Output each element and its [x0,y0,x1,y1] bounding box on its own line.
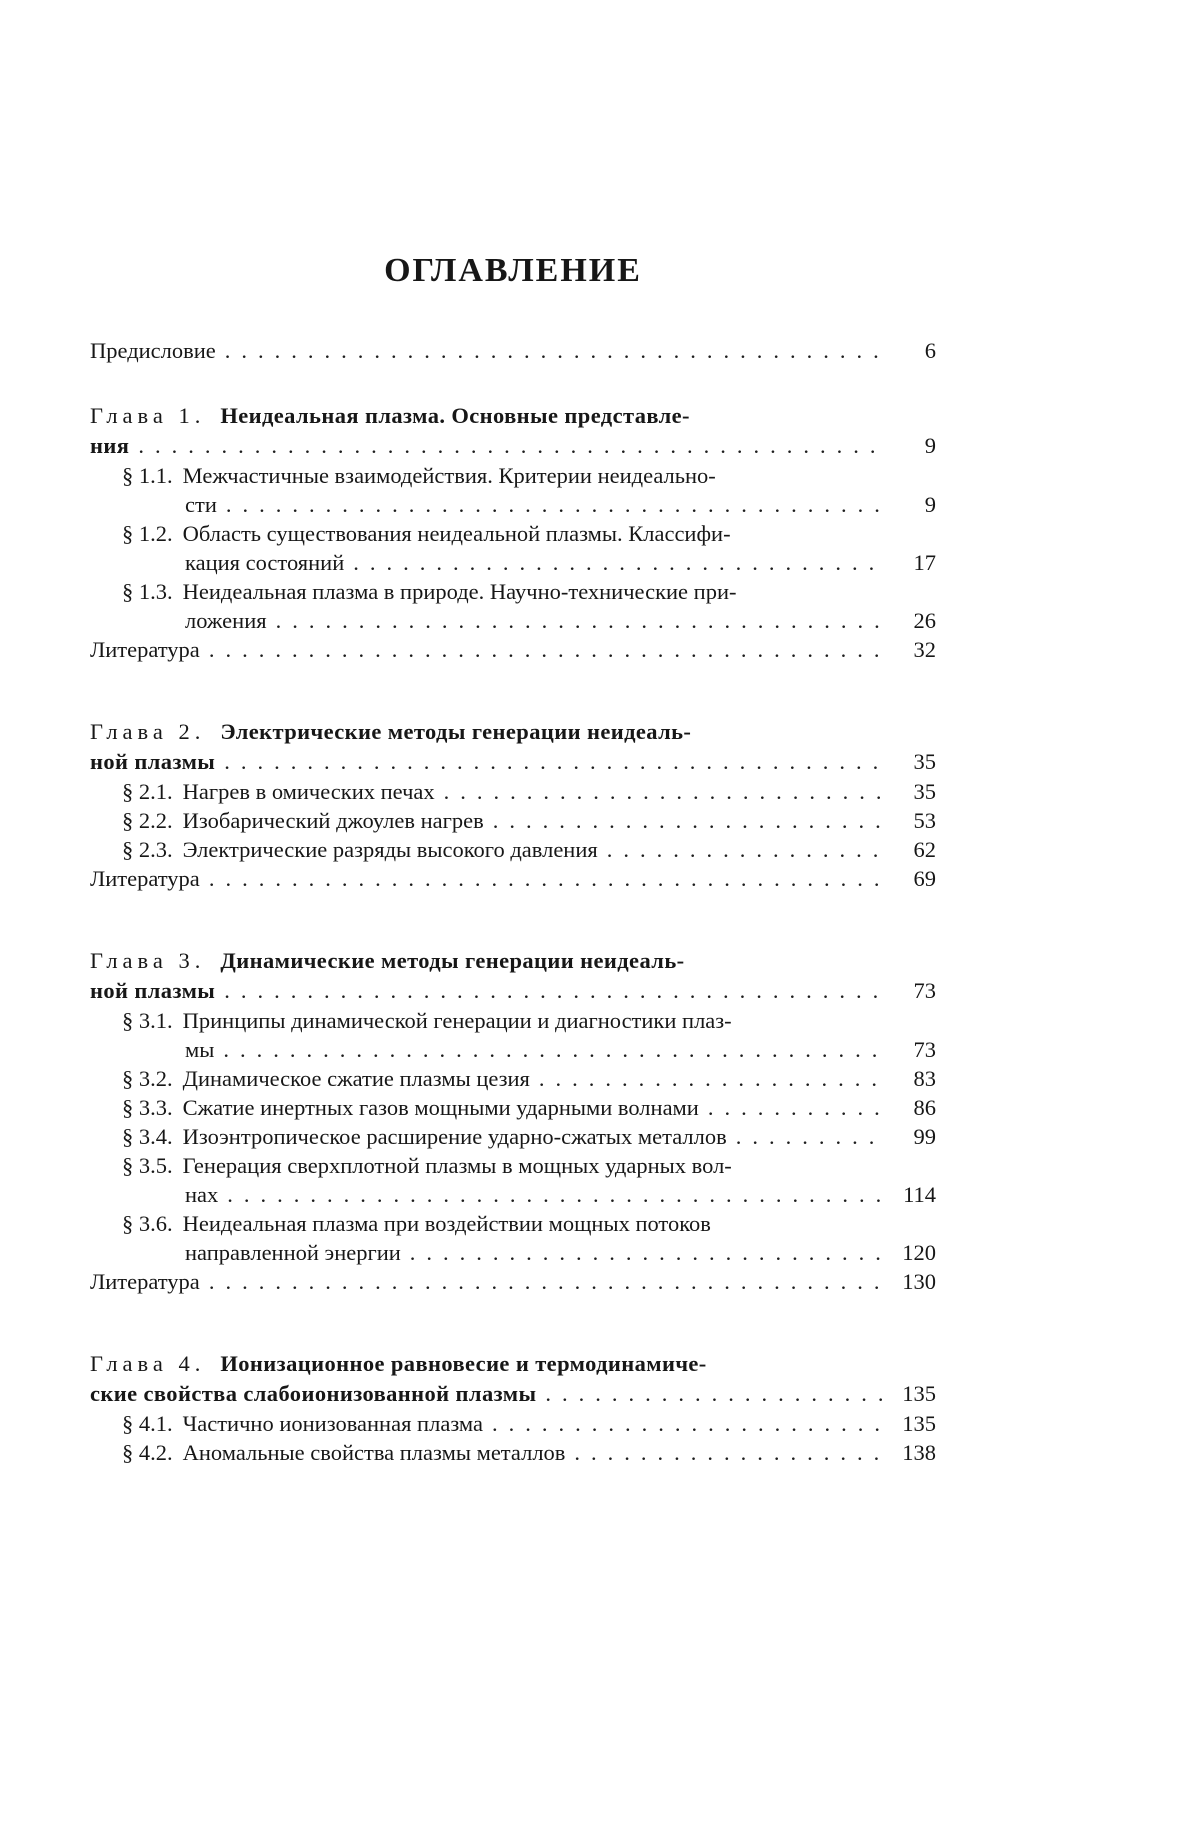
toc-entry [90,577,936,635]
toc-entry [90,1267,936,1296]
toc-entry-line [90,1438,936,1467]
dot-leader [226,490,886,519]
toc-entry-line [90,577,936,606]
toc-entry [90,1438,936,1467]
page-number: 114 [903,1182,936,1207]
page-number: 135 [902,1381,936,1406]
dot-leader [607,835,886,864]
entry-title-text: ские свойства слабоионизованной плазмы [90,1381,537,1406]
toc-entry-line [90,1209,936,1238]
toc-entry-line [90,635,936,664]
entry-title-text: Ионизационное равновесие и термодинамиче- [220,1351,707,1376]
toc-entry [90,777,936,806]
toc-entry [90,461,936,519]
entry-title-text: Неидеальная плазма. Основные представле- [220,403,690,428]
dot-leader [224,747,886,777]
chapter-label: Глава 4. [90,1351,206,1376]
page-number: 130 [902,1269,936,1294]
page-number: 32 [913,637,936,662]
section-label: § 1.3. [122,579,173,604]
section-label: § 4.2. [122,1440,173,1465]
toc-list [90,336,936,1467]
dot-leader [223,1035,886,1064]
chapter-label: Глава 2. [90,719,206,744]
chapter-label: Глава 3. [90,948,206,973]
entry-title-text: Область существования неидеальной плазмы. Классифи- [182,521,731,546]
page-number: 99 [913,1124,936,1149]
toc-entry [90,1349,936,1409]
page-number: 83 [913,1066,936,1091]
page-number: 120 [902,1240,936,1265]
entry-title-text: Динамические методы генерации неидеаль- [220,948,685,973]
entry-title-text: Электрические методы генерации неидеаль- [220,719,692,744]
page-number: 9 [924,492,936,517]
dot-leader [276,606,886,635]
toc-entry-line [90,1409,936,1438]
dot-leader [410,1238,886,1267]
dot-leader [493,806,886,835]
entry-title-text: ной плазмы [90,978,216,1003]
entry-title-text: Межчастичные взаимодействия. Критерии неидеально- [182,463,716,488]
entry-title-text: Литература [90,637,200,662]
toc-entry [90,1209,936,1267]
toc-entry-line [90,835,936,864]
dot-leader [708,1093,886,1122]
entry-title-text: ния [90,433,130,458]
page-number: 35 [913,749,936,774]
toc-entry [90,635,936,664]
section-label: § 3.5. [122,1153,173,1178]
toc-entry-line [90,431,936,461]
toc-entry-line [90,1093,936,1122]
toc-entry-line [90,548,936,577]
dot-leader [224,976,886,1006]
dot-leader [574,1438,886,1467]
entry-title-text: ложения [185,608,267,633]
dot-leader [209,635,886,664]
dot-leader [138,431,886,461]
section-label: § 3.1. [122,1008,173,1033]
section-label: § 3.2. [122,1066,173,1091]
page-number: 69 [913,866,936,891]
entry-title-text: направленной энергии [185,1240,401,1265]
toc-entry [90,717,936,777]
section-label: § 2.2. [122,808,173,833]
toc-entry [90,864,936,893]
page-number: 35 [913,779,936,804]
page-number: 135 [902,1411,936,1436]
toc-entry [90,946,936,1006]
entry-title-text: Сжатие инертных газов мощными ударными волнами [182,1095,699,1120]
toc-entry-line [90,461,936,490]
toc-entry [90,1409,936,1438]
page-number: 17 [913,550,936,575]
toc-entry [90,336,936,365]
toc-entry-line [90,1122,936,1151]
dot-leader [492,1409,886,1438]
toc-entry [90,1093,936,1122]
dot-leader [209,1267,886,1296]
toc-entry [90,519,936,577]
entry-title-text: кация состояний [185,550,345,575]
toc-entry [90,401,936,461]
section-label: § 3.4. [122,1124,173,1149]
entry-title-text: Литература [90,866,200,891]
section-label: § 3.6. [122,1211,173,1236]
section-label: § 2.3. [122,837,173,862]
entry-title-text: Изобарический джоулев нагрев [182,808,484,833]
section-label: § 2.1. [122,779,173,804]
dot-leader [227,1180,886,1209]
dot-leader [736,1122,886,1151]
section-label: § 4.1. [122,1411,173,1436]
page-number: 138 [902,1440,936,1465]
toc-entry-line [90,976,936,1006]
entry-title-text: сти [185,492,217,517]
page-number: 53 [913,808,936,833]
page-number: 62 [913,837,936,862]
toc-entry-line [90,946,936,976]
section-label: § 1.1. [122,463,173,488]
entry-title-text: Неидеальная плазма в природе. Научно-технические при- [182,579,737,604]
entry-title-text: Нагрев в омических печах [182,779,435,804]
toc-entry-line [90,777,936,806]
toc-entry-line [90,1349,936,1379]
entry-title-text: Динамическое сжатие плазмы цезия [182,1066,530,1091]
page-title: ОГЛАВЛЕНИЕ [384,252,642,289]
toc-entry-line [90,401,936,431]
toc-entry [90,1122,936,1151]
section-label: § 3.3. [122,1095,173,1120]
entry-title-text: Генерация сверхплотной плазмы в мощных ударных вол- [182,1153,732,1178]
toc-content [90,252,936,1467]
toc-entry-line [90,717,936,747]
entry-title-text: Неидеальная плазма при воздействии мощных потоков [182,1211,711,1236]
entry-title-text: Литература [90,1269,200,1294]
dot-leader [539,1064,886,1093]
dot-leader [444,777,886,806]
entry-title-text: Электрические разряды высокого давления [182,837,598,862]
toc-entry-line [90,1151,936,1180]
entry-title-text: ной плазмы [90,749,216,774]
page-number: 26 [913,608,936,633]
page-number: 86 [913,1095,936,1120]
toc-entry-line [90,606,936,635]
toc-entry-line [90,1379,936,1409]
toc-entry-line [90,1180,936,1209]
toc-entry [90,835,936,864]
page-number: 9 [924,433,936,458]
page-number: 73 [913,978,936,1003]
entry-title-text: Изоэнтропическое расширение ударно-сжатых металлов [182,1124,727,1149]
toc-entry-line [90,1238,936,1267]
toc-entry [90,1064,936,1093]
toc-entry-line [90,1006,936,1035]
toc-entry-line [90,864,936,893]
section-label: § 1.2. [122,521,173,546]
toc-entry [90,806,936,835]
page-number: 73 [913,1037,936,1062]
toc-entry-line [90,1267,936,1296]
dot-leader [545,1379,886,1409]
toc-entry-line [90,490,936,519]
dot-leader [353,548,886,577]
chapter-label: Глава 1. [90,403,206,428]
entry-title-text: нах [185,1182,219,1207]
entry-title-text: Предисловие [90,338,216,363]
entry-title-text: Аномальные свойства плазмы металлов [182,1440,566,1465]
dot-leader [225,336,886,365]
toc-entry-line [90,806,936,835]
toc-entry-line [90,336,936,365]
toc-entry [90,1006,936,1064]
page-number: 6 [924,338,936,363]
toc-entry-line [90,1035,936,1064]
entry-title-text: мы [185,1037,215,1062]
dot-leader [209,864,886,893]
toc-entry [90,1151,936,1209]
entry-title-text: Принципы динамической генерации и диагностики плаз- [182,1008,732,1033]
entry-title-text: Частично ионизованная плазма [182,1411,483,1436]
toc-entry-line [90,747,936,777]
toc-entry-line [90,519,936,548]
toc-entry-line [90,1064,936,1093]
